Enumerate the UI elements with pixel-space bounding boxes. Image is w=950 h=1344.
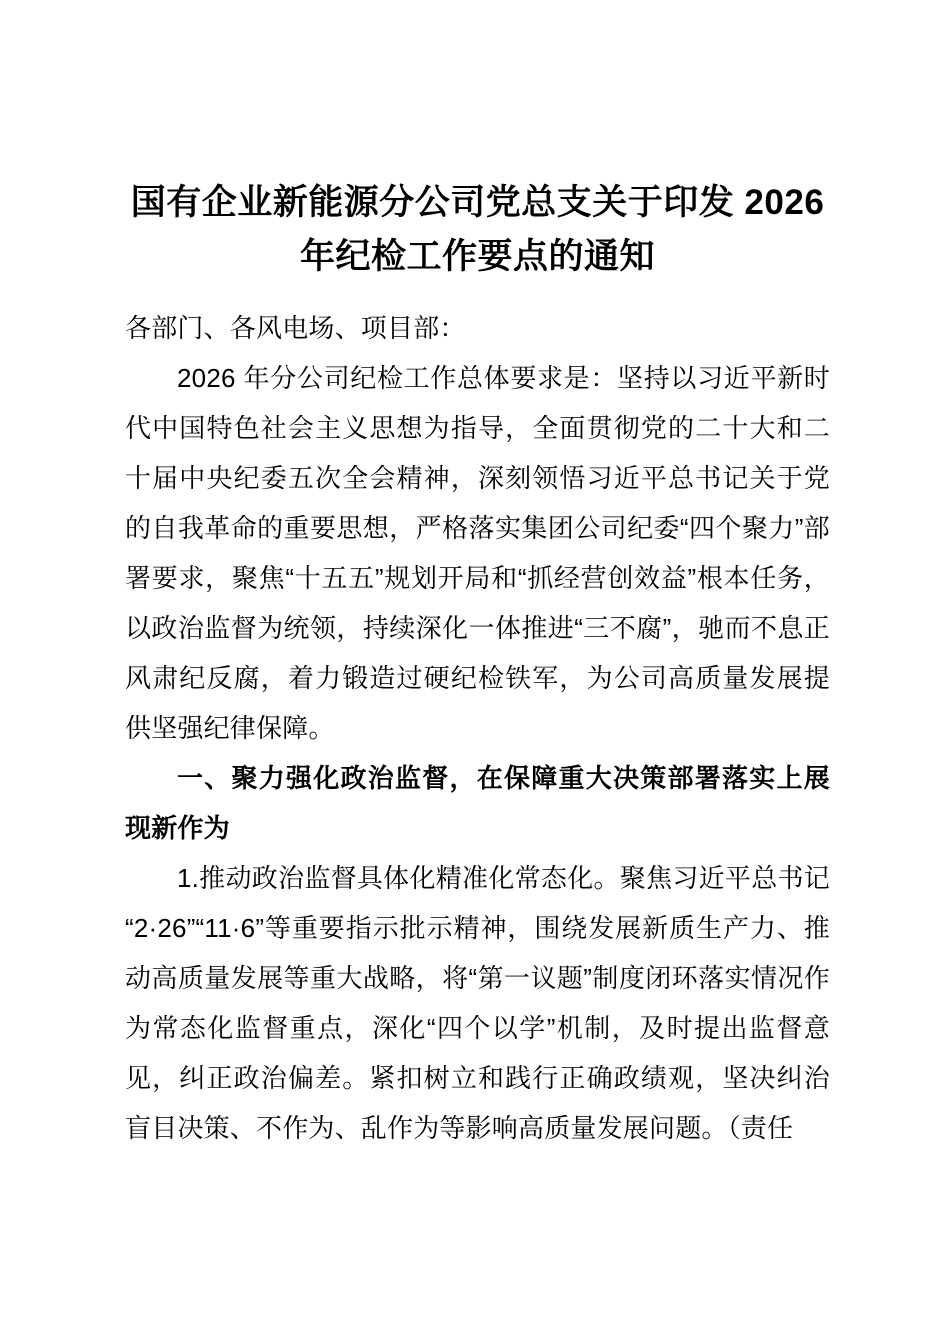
document-title: 国有企业新能源分公司党总支关于印发 2026 年纪检工作要点的通知: [130, 183, 825, 276]
paragraph-general-requirements: 2026 年分公司纪检工作总体要求是：坚持以习近平新时代中国特色社会主义思想为指导，全面贯彻党的二十大和二十届中央纪委五次全会精神，深刻领悟习近平总书记关于党的自我革命的重要思想，严格落实集团公司纪委“四个聚力”部署要求，聚焦“十五五”规划开局和“抓经营创效益”根本任务，以政治监督为统领，持续深化一体推进“三不腐”，驰而不息正风肃纪反腐，着力锻造过硬纪检铁军，为公司高质量发展提供坚强纪律保障。: [125, 363, 830, 743]
section-heading-1: 一、聚力强化政治监督，在保障重大决策部署落实上展现新作为: [125, 763, 830, 843]
paragraph-political-supervision-item-1: 1.推动政治监督具体化精准化常态化。聚焦习近平总书记“2·26”“11·6”等重要指示批示精神，围绕发展新质生产力、推动高质量发展等重大战略，将“第一议题”制度闭环落实情况作为常态化监督重点，深化“四个以学”机制，及时提出监督意见，纠正政治偏差。紧扣树立和践行正确政绩观，坚决纠治盲目决策、不作为、乱作为等影响高质量发展问题。（责任: [125, 863, 830, 1143]
salutation-line: 各部门、各风电场、项目部：: [125, 313, 466, 343]
